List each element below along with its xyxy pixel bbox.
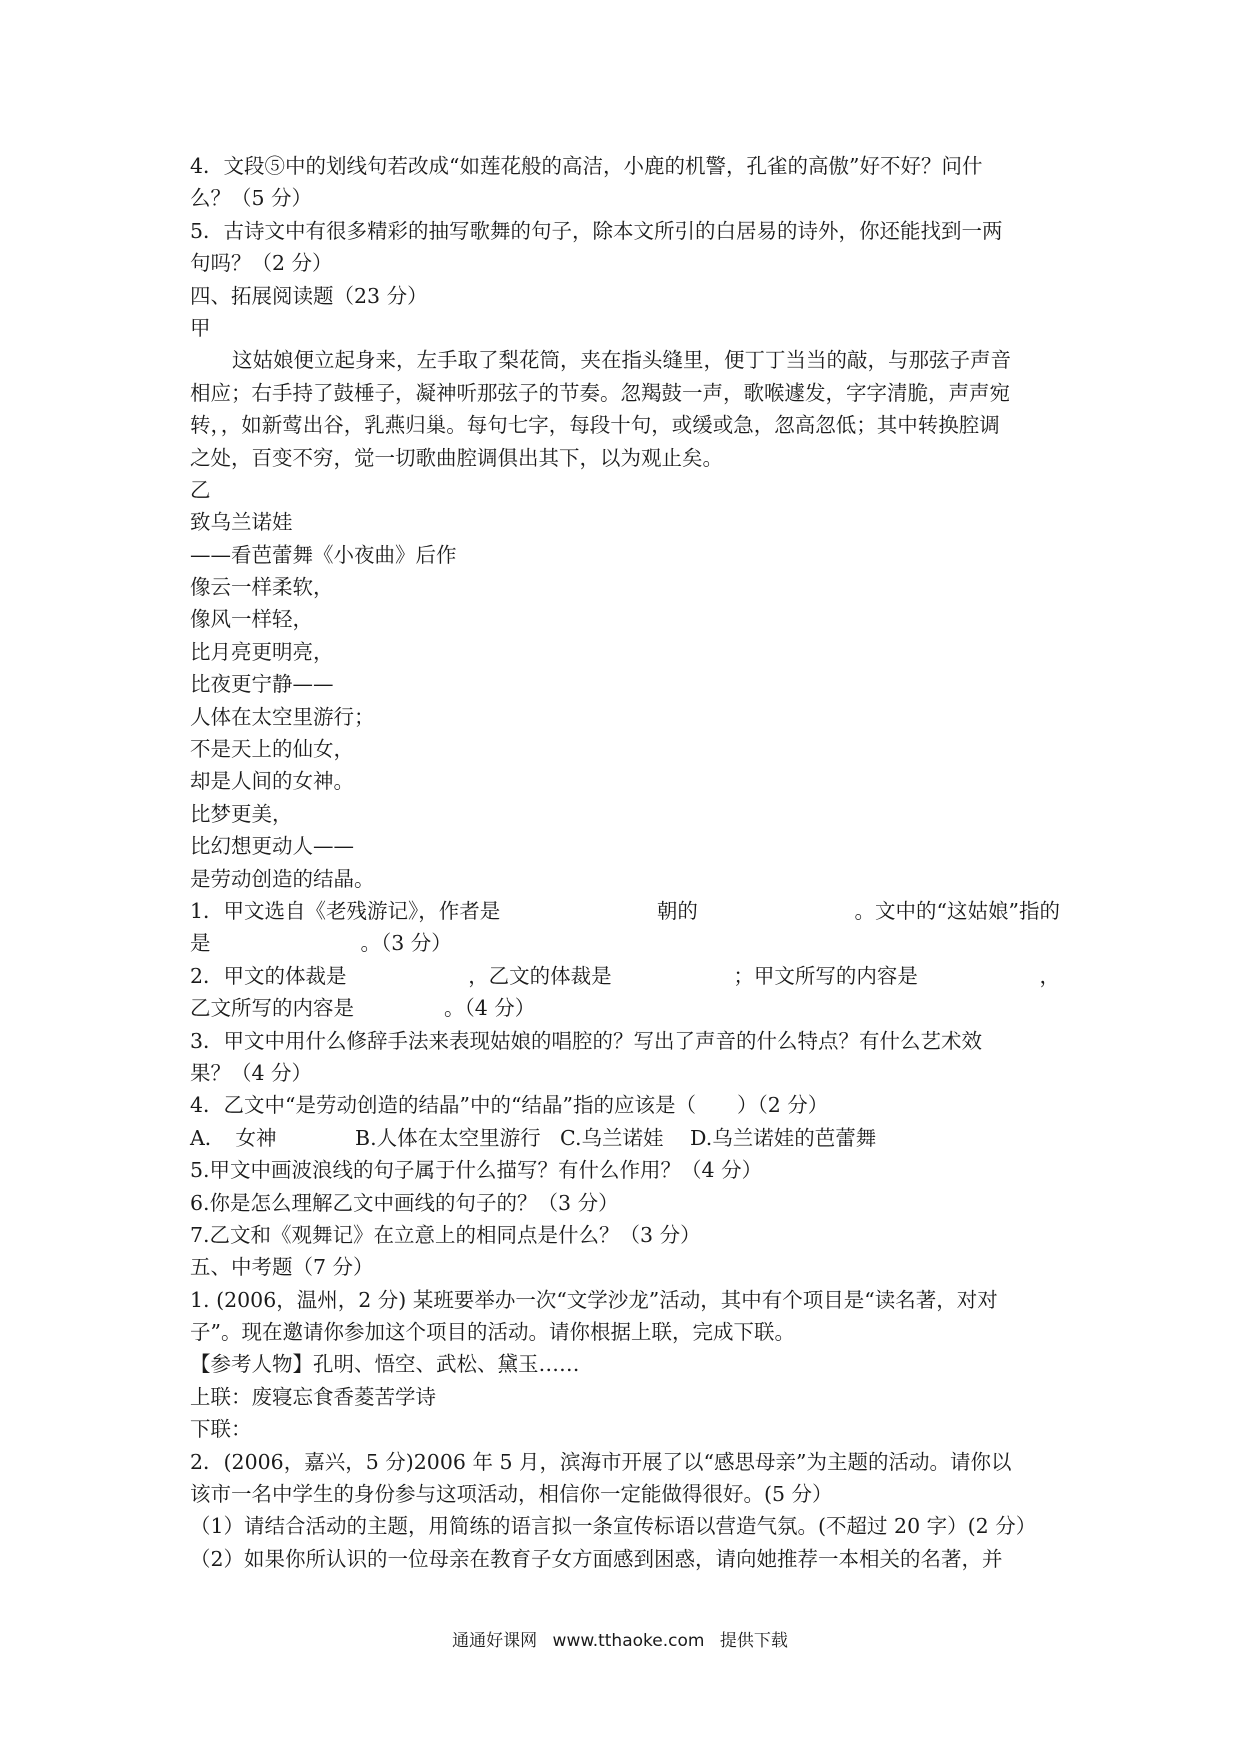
question-text: 是 — [190, 931, 211, 956]
footer-site-name: 通通好课网 — [452, 1631, 538, 1651]
exam-content — [190, 150, 1060, 1575]
question-text: 。（4 分） — [444, 996, 536, 1021]
poem-line: 是劳动创造的结晶。 — [190, 866, 375, 891]
reference-characters: 【参考人物】孔明、悟空、武松、黛玉…… — [190, 1352, 580, 1377]
exam-question-2-line-2: 该市一名中学生的身份参与这项活动，相信你一定能做得很好。(5 分） — [190, 1482, 833, 1507]
question-4-line-1: 4．文段⑤中的划线句若改成“如莲花般的高洁，小鹿的机警，孔雀的高傲”好不好？问什 — [190, 154, 983, 178]
poem-line: 像云一样柔软， — [190, 575, 334, 600]
upper-couplet: 上联：废寝忘食香菱苦学诗 — [190, 1384, 436, 1409]
reading-question-7: 7.乙文和《观舞记》在立意上的相同点是什么？（3 分） — [190, 1222, 701, 1247]
question-text: 2．甲文的体裁是 — [190, 963, 347, 988]
footer-note: 提供下载 — [719, 1631, 788, 1651]
reading-question-4: 4．乙文中“是劳动创造的结晶”中的“结晶”指的应该是（ ）（2 分） — [190, 1093, 829, 1118]
section-4-heading: 四、拓展阅读题（23 分） — [190, 283, 428, 308]
exam-question-1-line-2: 子”。现在邀请你参加这个项目的活动。请你根据上联，完成下联。 — [190, 1320, 795, 1345]
question-4-line-2: 么？（5 分） — [190, 186, 313, 211]
text-a-label: 甲 — [190, 315, 211, 340]
reading-question-1-line-1 — [190, 895, 1060, 927]
poem-line: 比月亮更明亮， — [190, 639, 334, 664]
lower-couplet: 下联： — [190, 1417, 252, 1442]
option-d: D.乌兰诺娃的芭蕾舞 — [690, 1125, 877, 1150]
question-text: 朝的 — [656, 898, 698, 923]
exam-question-2-line-1: 2．(2006，嘉兴，5 分)2006 年 5 月，滨海市开展了以“感思母亲”为主题的活动。请你以 — [190, 1449, 1012, 1474]
question-text: 1．甲文选自《老残游记》，作者是 — [190, 898, 501, 923]
poem-subtitle: ——看芭蕾舞《小夜曲》后作 — [190, 542, 457, 567]
exam-question-1-line-1: 1. (2006，温州，2 分) 某班要举办一次“文学沙龙”活动，其中有个项目是“读名著，对对 — [190, 1287, 998, 1312]
reading-question-6: 6.你是怎么理解乙文中画线的句子的？（3 分） — [190, 1190, 619, 1215]
reading-question-2-line-2 — [190, 992, 1060, 1024]
question-5-line-1: 5．古诗文中有很多精彩的抽写歌舞的句子，除本文所引的白居易的诗外，你还能找到一两 — [190, 218, 1003, 243]
reading-question-2-line-1 — [190, 960, 1060, 992]
question-text: ；甲文所写的内容是 — [733, 963, 918, 988]
option-b: B.人体在太空里游行 — [355, 1125, 541, 1150]
text-a-paragraph-line: 这姑娘便立起身来，左手取了梨花筒，夹在指头缝里，便丁丁当当的敲，与那弦子声音 — [232, 348, 1011, 373]
question-text: ，乙文的体裁是 — [468, 963, 612, 988]
poem-line: 不是天上的仙女， — [190, 737, 354, 762]
reading-question-4-options — [190, 1122, 1060, 1154]
option-a: A． 女神 — [190, 1125, 277, 1150]
section-5-heading: 五、中考题（7 分） — [190, 1255, 374, 1280]
question-text: ， — [1039, 963, 1060, 988]
poem-line: 比幻想更动人—— — [190, 834, 354, 859]
reading-question-1-line-2 — [190, 927, 1060, 959]
poem-line: 却是人间的女神。 — [190, 769, 354, 794]
question-text: 乙文所写的内容是 — [190, 996, 354, 1021]
footer-url: www.tthaoke.com — [552, 1631, 705, 1651]
poem-line: 比夜更宁静—— — [190, 672, 334, 697]
poem-title: 致乌兰诺娃 — [190, 510, 293, 535]
question-5-line-2: 句吗？（2 分） — [190, 251, 333, 276]
reading-question-3-line-2: 果？（4 分） — [190, 1060, 313, 1085]
exam-question-2-sub-1: （1）请结合活动的主题，用简练的语言拟一条宣传标语以营造气氛。(不超过 20 字）(2 分） — [190, 1514, 1037, 1539]
text-a-paragraph-line: 相应；右手持了鼓棰子，凝神听那弦子的节奏。忽羯鼓一声，歌喉遽发，字字清脆，声声宛 — [190, 380, 1010, 405]
poem-line: 像风一样轻， — [190, 607, 313, 632]
text-a-paragraph-line: 之处，百变不穷，觉一切歌曲腔调俱出其下，以为观止矣。 — [190, 445, 723, 470]
option-c: C.乌兰诺娃 — [560, 1125, 664, 1150]
text-b-label: 乙 — [190, 477, 211, 502]
question-text: 。文中的“这姑娘”指的 — [854, 898, 1060, 923]
page-footer — [0, 1626, 1240, 1651]
poem-line: 人体在太空里游行； — [190, 704, 375, 729]
question-text: 。（3 分） — [360, 931, 452, 956]
reading-question-3-line-1: 3．甲文中用什么修辞手法来表现姑娘的唱腔的？写出了声音的什么特点？有什么艺术效 — [190, 1028, 983, 1053]
exam-question-2-sub-2: （2）如果你所认识的一位母亲在教育子女方面感到困惑，请向她推荐一本相关的名著，并 — [190, 1546, 1003, 1571]
poem-line: 比梦更美， — [190, 801, 293, 826]
reading-question-5: 5.甲文中画波浪线的句子属于什么描写？有什么作用？（4 分） — [190, 1158, 763, 1183]
text-a-paragraph-line: 转，，如新莺出谷，乳燕归巢。每句七字，每段十句，或缓或急，忽高忽低；其中转换腔调 — [190, 413, 1000, 438]
